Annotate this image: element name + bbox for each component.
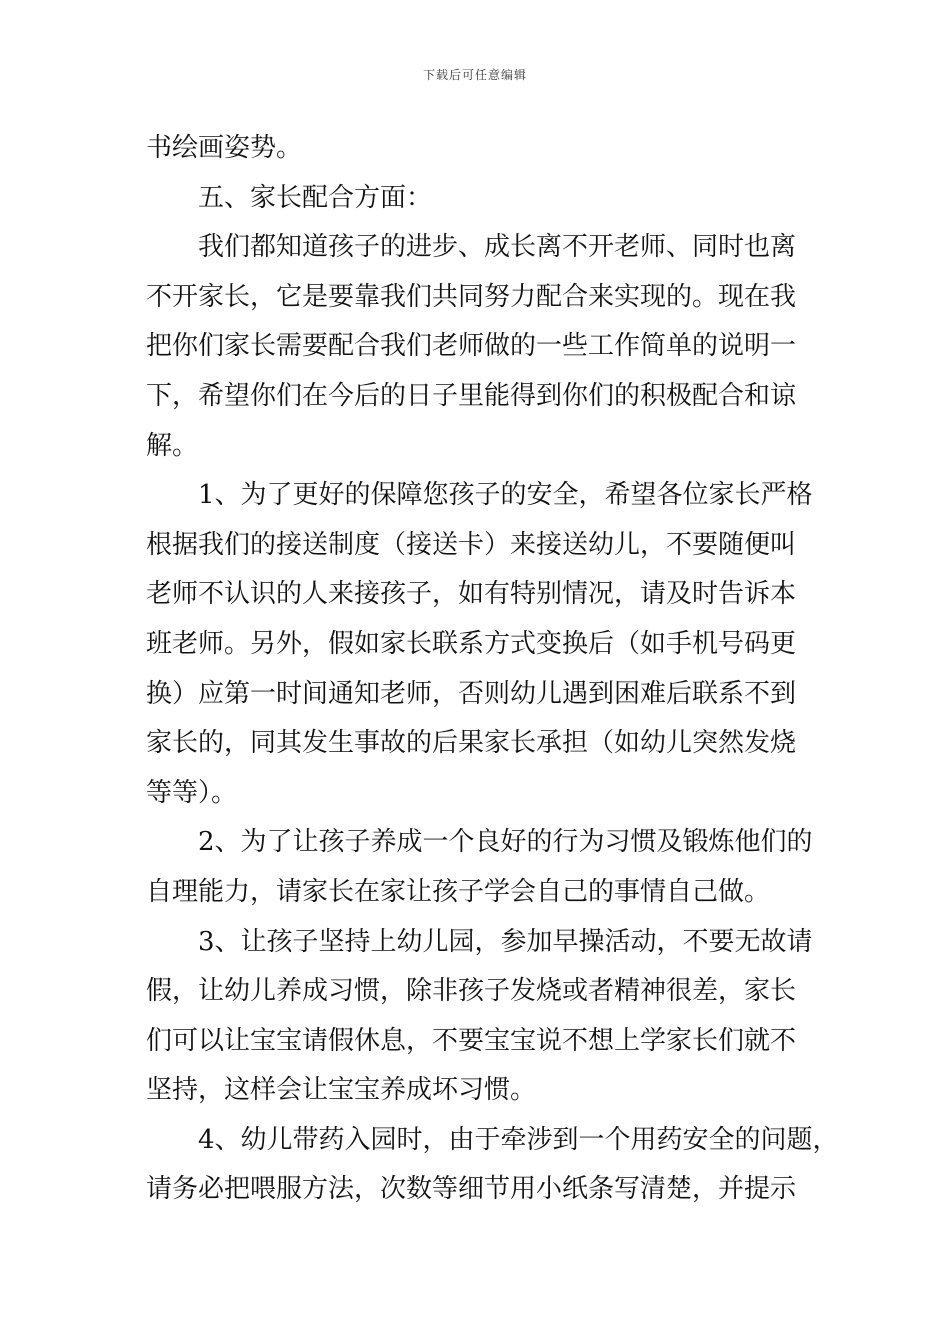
- text-line: 家长的，同其发生事故的后果家长承担（如幼儿突然发烧: [146, 728, 797, 759]
- text-line: 请务必把喂服方法，次数等细节用小纸条写清楚，并提示: [146, 1174, 797, 1205]
- text-line: 解。: [146, 430, 199, 461]
- text-line: 下，希望你们在今后的日子里能得到你们的积极配合和谅: [146, 380, 797, 411]
- text-line: 老师不认识的人来接孩子，如有特别情况，请及时告诉本: [146, 579, 797, 610]
- page-header: 下载后可任意编辑: [422, 68, 527, 82]
- text-line: 假，让幼儿养成习惯，除非孩子发烧或者精神很差，家长: [146, 976, 797, 1007]
- text-line: 4、幼儿带药入园时，由于牵涉到一个用药安全的问题，: [198, 1124, 839, 1155]
- text-line: 1、为了更好的保障您孩子的安全，希望各位家长严格: [198, 480, 813, 511]
- text-line: 坚持，这样会让宝宝养成坏习惯。: [146, 1075, 537, 1106]
- text-line: 我们都知道孩子的进步、成长离不开老师、同时也离: [198, 232, 797, 263]
- text-line: 班老师。另外，假如家长联系方式变换后（如手机号码更: [146, 628, 797, 659]
- text-line: 们可以让宝宝请假休息，不要宝宝说不想上学家长们就不: [146, 1025, 797, 1056]
- text-line: 2、为了让孩子养成一个良好的行为习惯及锻炼他们的: [198, 827, 813, 858]
- document-body: [146, 124, 839, 1215]
- text-line: 换）应第一时间通知老师，否则幼儿遇到困难后联系不到: [146, 678, 797, 709]
- text-line: 不开家长，它是要靠我们共同努力配合来实现的。现在我: [146, 281, 797, 312]
- text-line: 把你们家长需要配合我们老师做的一些工作简单的说明一: [146, 331, 797, 362]
- text-line: 3、让孩子坚持上幼儿园，参加早操活动，不要无故请: [198, 926, 813, 957]
- text-line: 自理能力，请家长在家让孩子学会自己的事情自己做。: [146, 876, 771, 907]
- text-line: 书绘画姿势。: [146, 133, 303, 163]
- text-line: 等等）。: [146, 777, 238, 808]
- text-line: 根据我们的接送制度（接送卡）来接送幼儿，不要随便叫: [146, 529, 797, 560]
- text-line: 五、家长配合方面：: [198, 182, 433, 213]
